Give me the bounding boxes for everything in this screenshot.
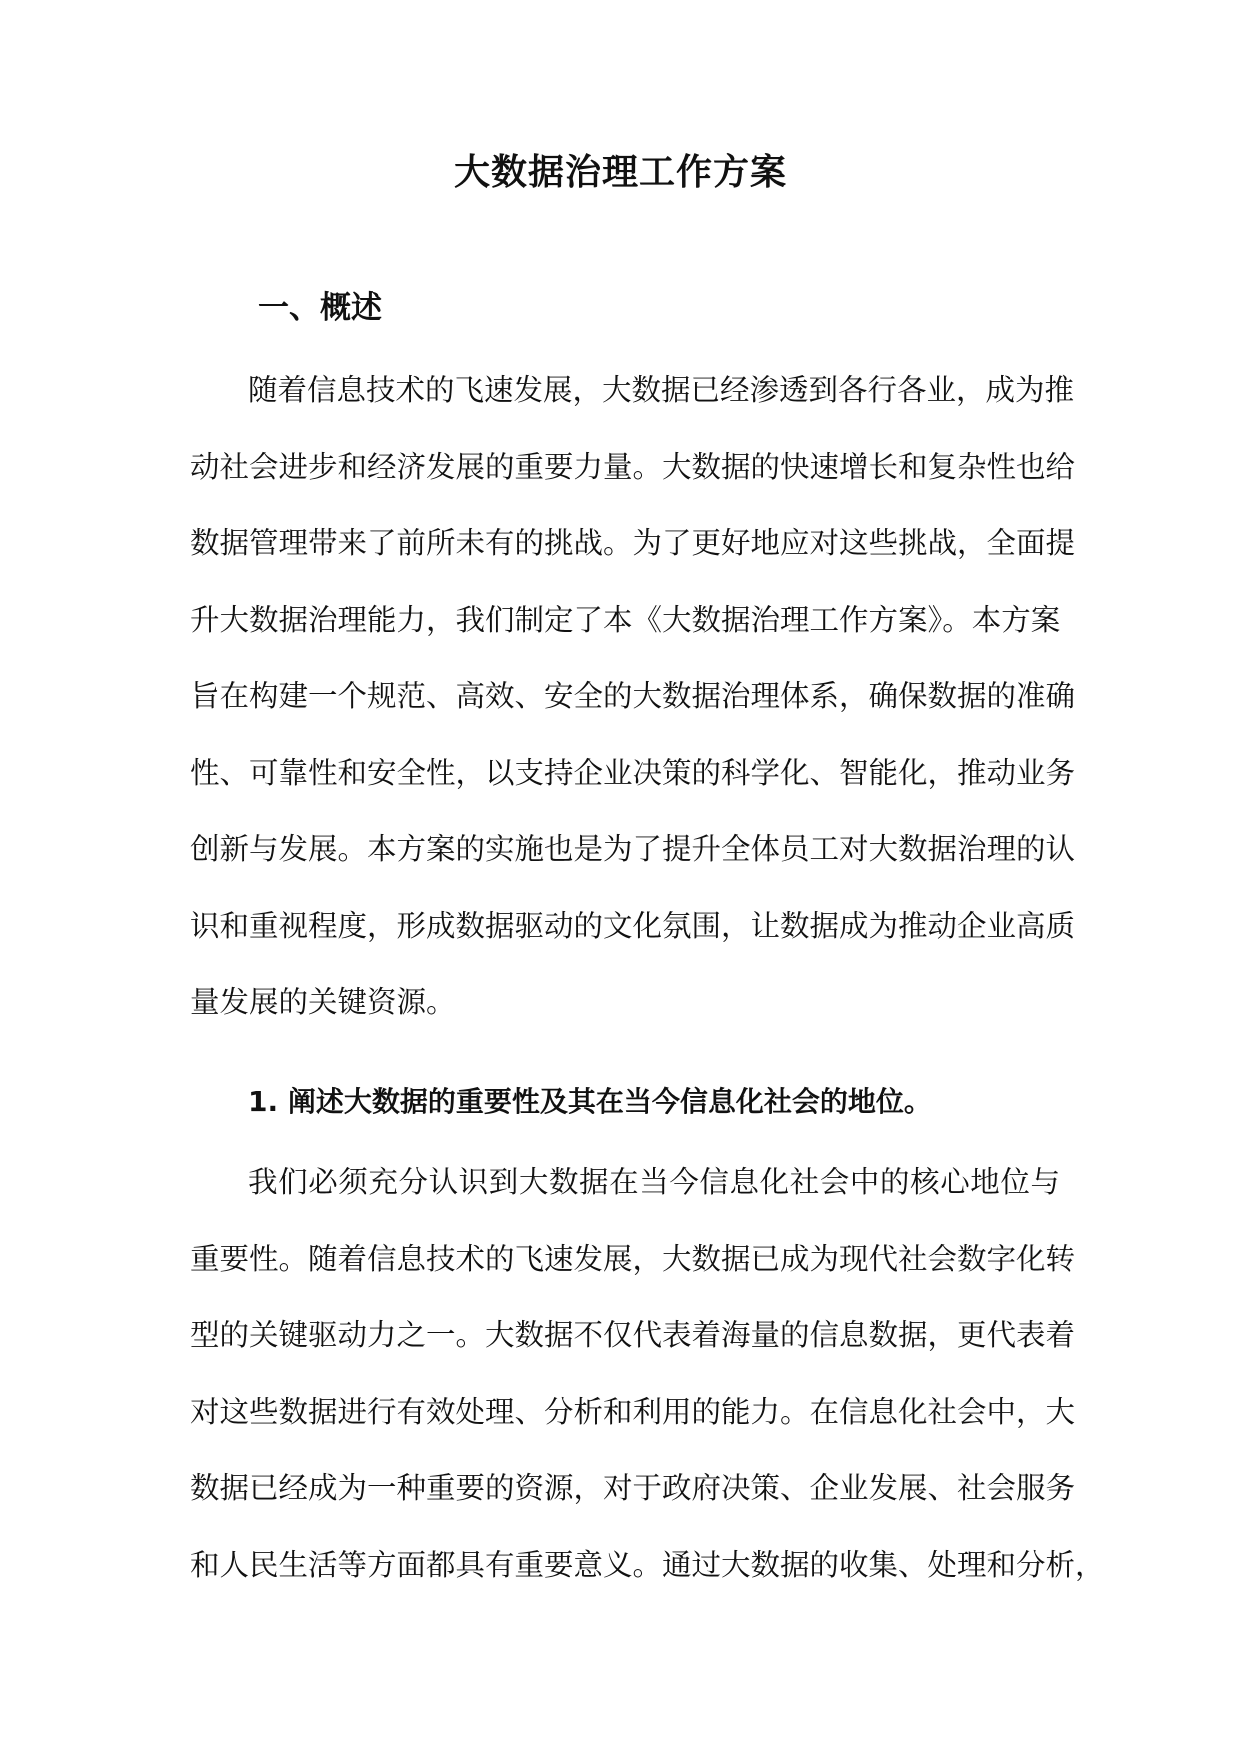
paragraph-line: 重要性。随着信息技术的飞速发展，大数据已成为现代社会数字化转 — [190, 1241, 1076, 1276]
paragraph-line: 性、可靠性和安全性，以支持企业决策的科学化、智能化，推动业务 — [190, 755, 1076, 790]
paragraph-line: 数据管理带来了前所未有的挑战。为了更好地应对这些挑战，全面提 — [190, 526, 1076, 560]
paragraph-line: 和人民生活等方面都具有重要意义。通过大数据的收集、处理和分析， — [190, 1547, 1105, 1582]
subsection-heading-importance: 1. 阐述大数据的重要性及其在当今信息化社会的地位。 — [248, 1085, 932, 1118]
section-heading-overview: 一、概述 — [258, 290, 382, 326]
paragraph-line: 型的关键驱动力之一。大数据不仅代表着海量的信息数据，更代表着 — [190, 1318, 1076, 1352]
paragraph-line: 我们必须充分认识到大数据在当今信息化社会中的核心地位与 — [248, 1165, 1060, 1199]
paragraph-line: 量发展的关键资源。 — [190, 985, 456, 1019]
paragraph-line: 随着信息技术的飞速发展，大数据已经渗透到各行各业，成为推 — [248, 373, 1075, 407]
paragraph-line: 对这些数据进行有效处理、分析和利用的能力。在信息化社会中，大 — [190, 1394, 1076, 1429]
overview-paragraph — [190, 352, 1076, 1041]
paragraph-line: 旨在构建一个规范、高效、安全的大数据治理体系，确保数据的准确 — [190, 679, 1076, 713]
paragraph-line: 数据已经成为一种重要的资源，对于政府决策、企业发展、社会服务 — [190, 1471, 1076, 1505]
document-title: 大数据治理工作方案 — [453, 151, 787, 193]
paragraph-line: 创新与发展。本方案的实施也是为了提升全体员工对大数据治理的认 — [190, 832, 1076, 866]
importance-paragraph — [190, 1144, 1105, 1603]
paragraph-line: 升大数据治理能力，我们制定了本《大数据治理工作方案》。本方案 — [190, 602, 1061, 637]
paragraph-line: 动社会进步和经济发展的重要力量。大数据的快速增长和复杂性也给 — [190, 449, 1076, 484]
paragraph-line: 识和重视程度，形成数据驱动的文化氛围，让数据成为推动企业高质 — [190, 908, 1076, 943]
